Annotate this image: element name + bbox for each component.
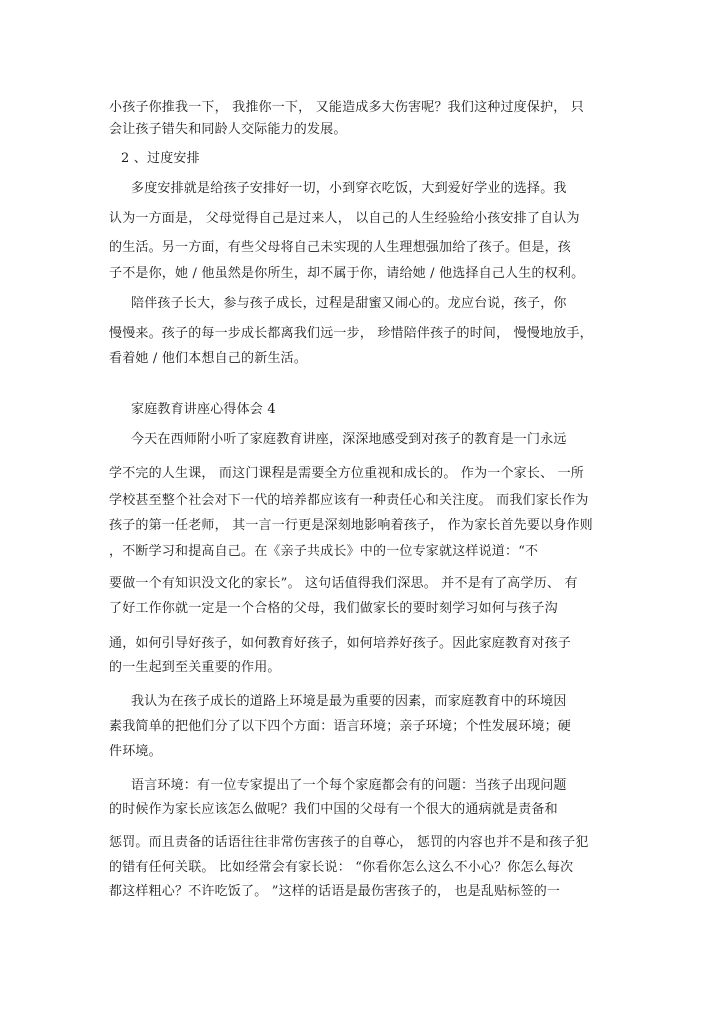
text-line: 都这样粗心？不许吃饭了。 ”这样的话语是最伤害孩子的， 也是乱贴标签的一 [109,884,561,899]
text-line: 孩子的第一任老师， 其一言一行更是深刻地影响着孩子， 作为家长首先要以身作则 [109,518,593,533]
text-line: 的一生起到至关重要的作用。 [109,660,281,675]
text-line: 通，如何引导好孩子，如何教育好孩子，如何培养好孩子。因此家庭教育对孩子 [109,636,572,651]
text-line: 了好工作你就一定是一个合格的父母，我们做家长的要时刻学习如何与孩子沟 [109,601,558,616]
text-line: ，不断学习和提高自己。在《亲子共成长》中的一位专家就这样说道：“不 [109,544,539,559]
text-line: 语言环境：有一位专家提出了一个每个家庭都会有的问题：当孩子出现问题 [131,778,567,793]
text-line: 子不是你，她 / 他虽然是你所生，却不属于你，请给她 / 他选择自己人生的权利。 [109,266,585,281]
text-line: 慢慢来。孩子的每一步成长都离我们远一步， 珍惜陪伴孩子的时间， 慢慢地放手， [109,326,593,341]
text-line: 的错有任何关联。 比如经常会有家长说： “你看你怎么这么不小心？你怎么每次 [109,860,574,875]
text-line: 陪伴孩子长大，参与孩子成长，过程是甜蜜又闹心的。龙应台说，孩子，你 [131,296,567,311]
text-line: 小孩子你推我一下， 我推你一下， 又能造成多大伤害呢？我们这种过度保护， 只 [109,100,584,115]
text-line: 多度安排就是给孩子安排好一切，小到穿衣吃饭，大到爱好学业的选择。我 [131,181,567,196]
text-line: 的时候作为家长应该怎么做呢？我们中国的父母有一个很大的通病就是责备和 [109,802,558,817]
text-line: 认为一方面是， 父母觉得自己是过来人， 以自己的人生经验给小孩安排了自认为 [109,211,580,226]
text-line: 今天在西师附小听了家庭教育讲座，深深地感受到对孩子的教育是一门永远 [131,432,567,447]
text-line: 我认为在孩子成长的道路上环境是最为重要的因素，而家庭教育中的环境因 [131,694,567,709]
text-line: 看着她 / 他们本想自己的新生活。 [109,351,308,366]
section-heading: 2 、过度安排 [121,151,200,166]
text-line: 的生活。另一方面，有些父母将自己未实现的人生理想强加给了孩子。但是，孩 [109,240,572,255]
text-line: 要做一个有知识没文化的家长”。 这句话值得我们深思。 并不是有了高学历、 有 [109,576,578,591]
text-line: 会让孩子错失和同龄人交际能力的发展。 [109,122,347,137]
text-line: 件环境。 [109,744,162,759]
text-line: 惩罚。而且责备的话语往往非常伤害孩子的自尊心， 惩罚的内容也并不是和孩子犯 [109,835,589,850]
text-line: 学校甚至整个社会对下一代的培养都应该有一种责任心和关注度。 而我们家长作为 [109,493,589,508]
text-line: 学不完的人生课， 而这门课程是需要全方位重视和成长的。 作为一个家长、 一所 [109,466,584,481]
article-title: 家庭教育讲座心得体会 4 [131,402,276,417]
text-line: 素我简单的把他们分了以下四个方面：语言环境；亲子环境；个性发展环境；硬 [109,719,572,734]
